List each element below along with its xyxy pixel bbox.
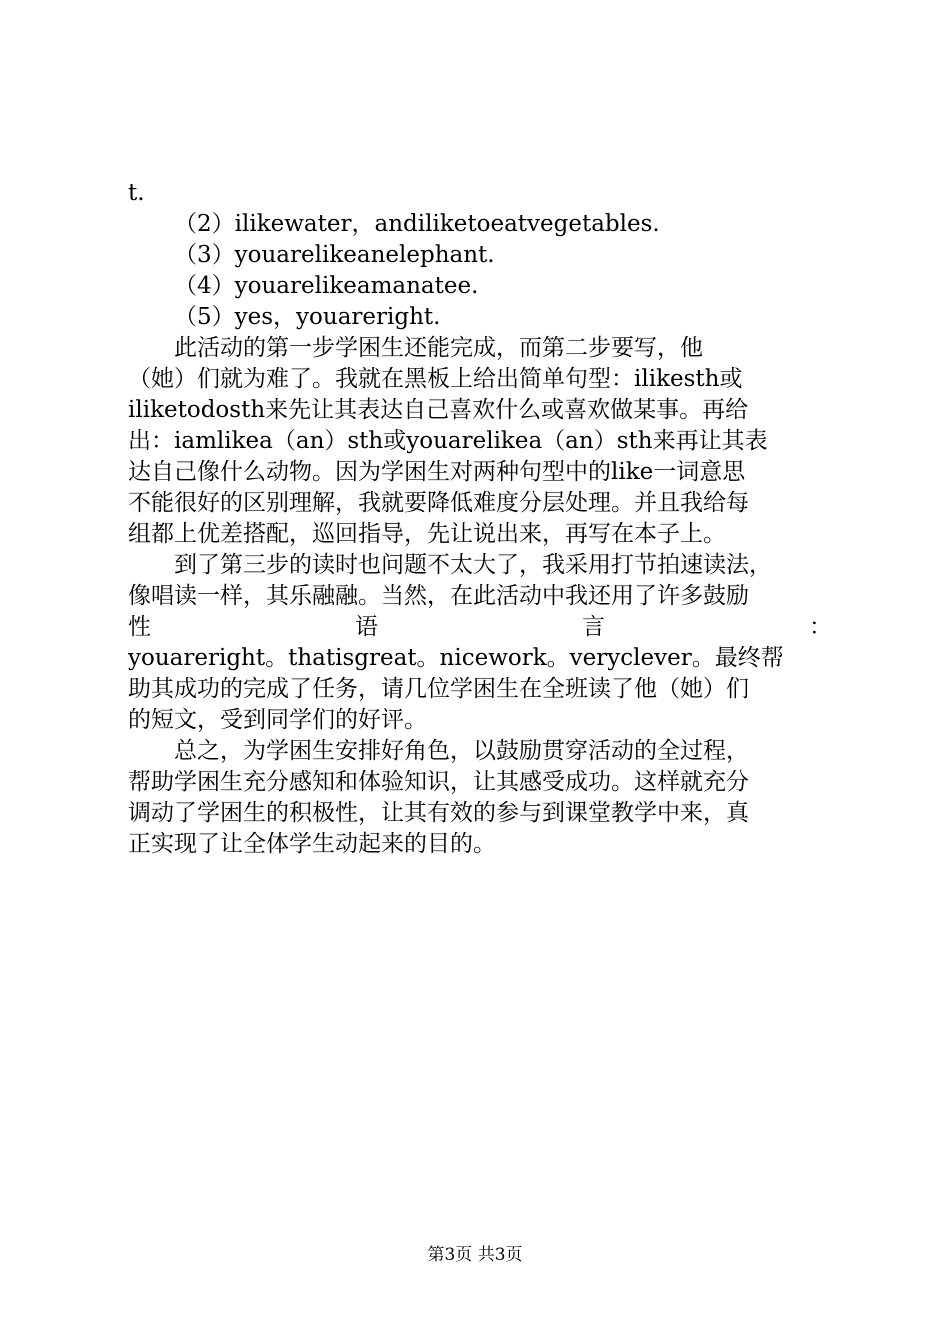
paragraph-line: 像唱读一样，其乐融融。当然，在此活动中我还用了许多鼓励	[128, 583, 749, 609]
paragraph-line: 正实现了让全体学生动起来的目的。	[128, 831, 496, 857]
spread-line	[128, 612, 832, 643]
paragraph-line: 出：iamlikea（an）sth或youarelikea（an）sth来再让其表	[128, 428, 768, 454]
paragraph-line: iliketodosth来先让其表达自己喜欢什么或喜欢做某事。再给	[128, 397, 749, 423]
text-line: t.	[128, 180, 145, 206]
paragraph-line: 的短文，受到同学们的好评。	[128, 707, 427, 733]
paragraph-line: 助其成功的完成了任务，请几位学困生在全班读了他（她）们	[128, 676, 749, 702]
paragraph-line: 组都上优差搭配，巡回指导，先让说出来，再写在本子上。	[128, 521, 726, 547]
paragraph-line: 总之，为学困生安排好角色，以鼓励贯穿活动的全过程，	[174, 738, 749, 764]
paragraph-line: 达自己像什么动物。因为学困生对两种句型中的like一词意思	[128, 459, 746, 485]
document-body	[128, 178, 832, 860]
list-item: （5）yes，youareright.	[174, 304, 441, 330]
paragraph-line: 帮助学困生充分感知和体验知识，让其感受成功。这样就充分	[128, 769, 749, 795]
spread-char: 性	[128, 614, 151, 640]
paragraph-line: youareright。thatisgreat。nicework。veryclever。最终帮	[128, 645, 784, 671]
list-item: （4）youarelikeamanatee.	[174, 273, 479, 299]
paragraph-line: 到了第三步的读时也问题不太大了，我采用打节拍速读法，	[174, 552, 772, 578]
paragraph-line: 调动了学困生的积极性，让其有效的参与到课堂教学中来，真	[128, 800, 749, 826]
paragraph-line: （她）们就为难了。我就在黑板上给出简单句型：ilikesth或	[128, 366, 743, 392]
list-item: （3）youarelikeanelephant.	[174, 242, 495, 268]
list-item: （2）ilikewater，andiliketoeatvegetables.	[174, 211, 660, 237]
spread-char: 言	[582, 614, 605, 640]
spread-char: ：	[809, 614, 832, 640]
paragraph-line: 不能很好的区别理解，我就要降低难度分层处理。并且我给每	[128, 490, 749, 516]
paragraph-line: 此活动的第一步学困生还能完成，而第二步要写，他	[174, 335, 703, 361]
spread-char: 语	[355, 614, 378, 640]
page-footer: 第3页 共3页	[427, 1245, 523, 1265]
